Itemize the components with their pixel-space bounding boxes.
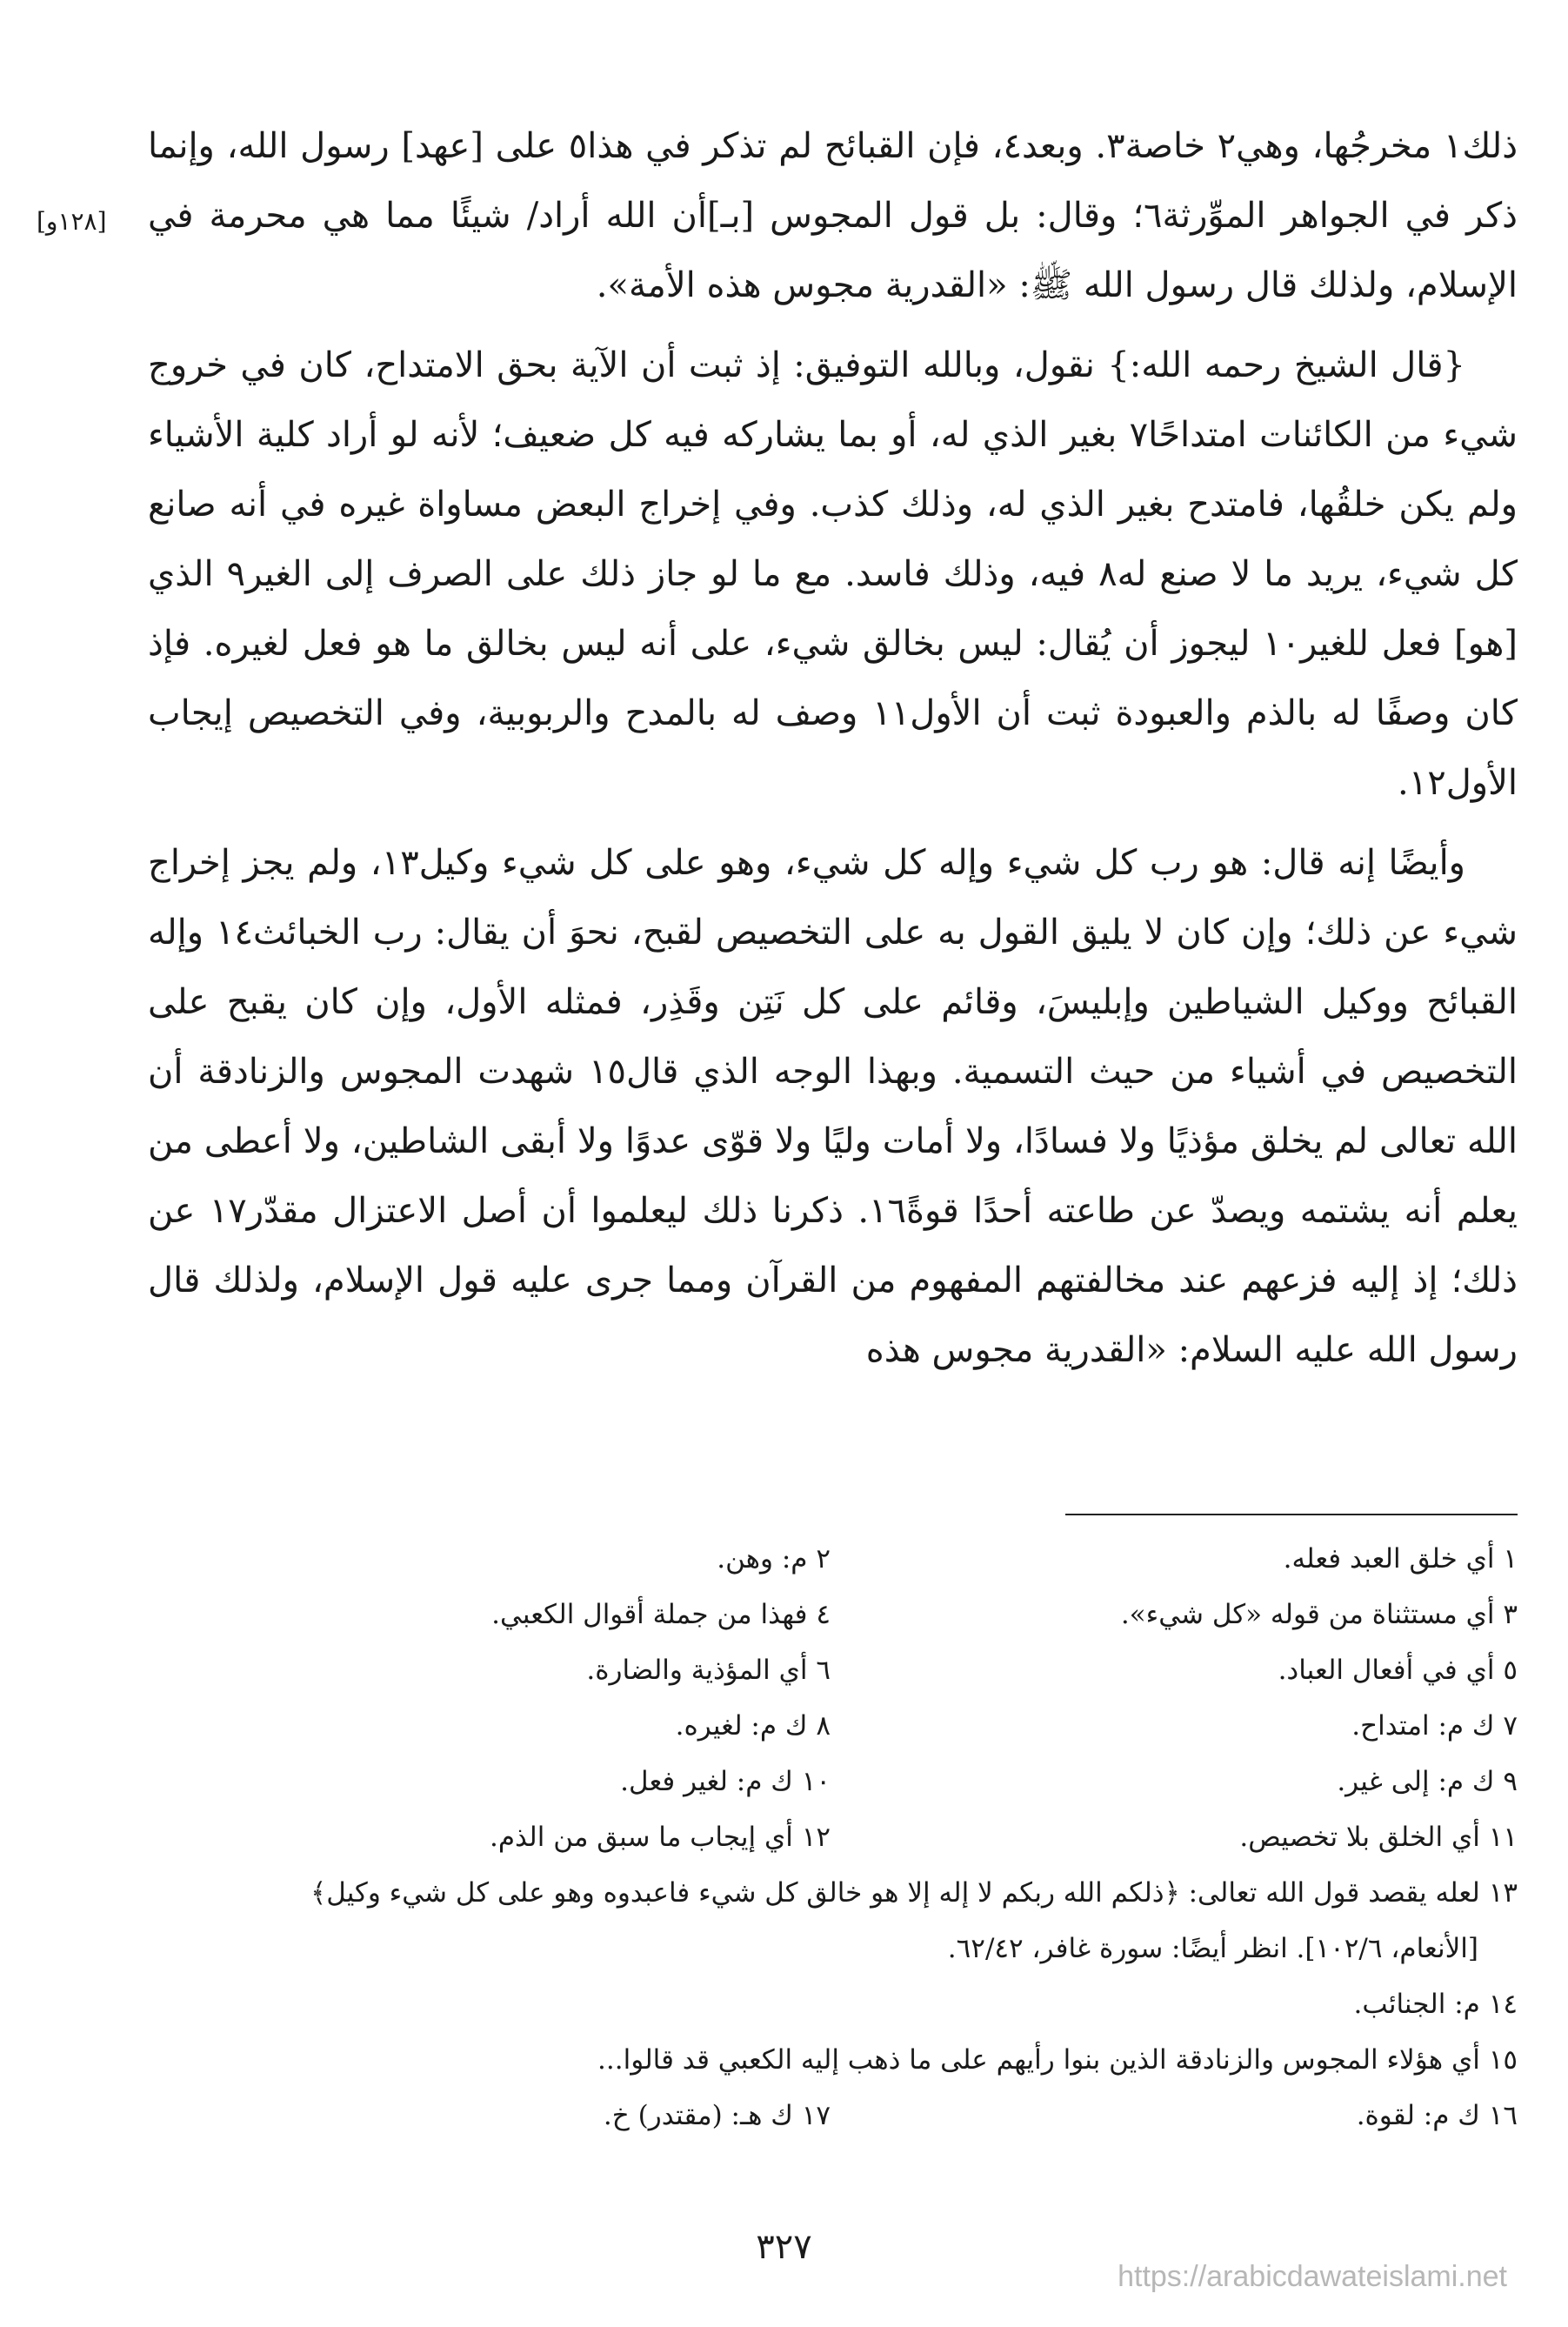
paragraph-2: {قال الشيخ رحمه الله:} نقول، وبالله التوفيق: إذ ثبت أن الآية بحق الامتداح، كان في خروج شيء من الكائنات امتداحًا٧ بغير الذي له، أو بما يشاركه فيه كل ضعيف؛ لأنه لو أراد كلية الأشياء ولم يكن خلقُها، فامتدح بغير الذي له، وذلك كذب. وفي إخراج البعض مساواة غيره في أنه صانع كل شيء، يريد ما لا صنع له٨ فيه، وذلك فاسد. مع ما لو جاز ذلك على الصرف إلى الغير٩ الذي [هو] فعل للغير١٠ ليجوز أن يُقال: ليس بخالق شيء، على أنه ليس بخالق ما هو فعل لغيره. فإذ كان وصفًا له بالذم والعبودة ثبت أن الأول١١ وصف له بالمدح والربوبية، وفي التخصيص إيجاب الأول١٢. xyxy=(148,345,1518,803)
footnote-10: ١٠ ك م: لغير فعل. xyxy=(620,1766,831,1797)
footnotes xyxy=(143,1531,1518,2143)
footnote-1: ١ أي خلق العبد فعله. xyxy=(1283,1543,1518,1575)
footnote-separator xyxy=(1065,1514,1518,1515)
footnote-row xyxy=(143,1587,1518,1642)
watermark-url: https://arabicdawateislami.net xyxy=(1118,2260,1507,2293)
footnote-4: ٤ فهذا من جملة أقوال الكعبي. xyxy=(491,1599,831,1630)
footnote-3: ٣ أي مستثناة من قوله «كل شيء». xyxy=(1120,1599,1518,1630)
footnote-8: ٨ ك م: لغيره. xyxy=(675,1710,831,1742)
manuscript-folio-marker: [١٢٨و] xyxy=(37,207,107,236)
footnote-14: ١٤ م: الجنائب. xyxy=(1353,1989,1518,2020)
footnote-6: ٦ أي المؤذية والضارة. xyxy=(586,1655,831,1686)
footnote-12: ١٢ أي إيجاب ما سبق من الذم. xyxy=(489,1822,831,1853)
footnote-16: ١٦ ك م: لقوة. xyxy=(1356,2100,1518,2131)
footnote-7: ٧ ك م: امتداح. xyxy=(1351,1710,1518,1742)
footnote-row xyxy=(143,1531,1518,1587)
footnote-row xyxy=(143,1698,1518,1754)
footnote-row xyxy=(143,1754,1518,1809)
footnote-13-continuation: [الأنعام، ١٠٢/٦]. انظر أيضًا: سورة غافر، ٦٢/٤٢. xyxy=(947,1933,1478,1964)
footnote-2: ٢ م: وهن. xyxy=(717,1543,831,1575)
paragraph-3: وأيضًا إنه قال: هو رب كل شيء وإله كل شيء، وهو على كل شيء وكيل١٣، ولم يجز إخراج شيء عن ذلك؛ وإن كان لا يليق القول به على التخصيص لقبح، نحوَ أن يقال: رب الخبائث١٤ وإله القبائح ووكيل الشياطين وإبليسَ، وقائم على كل نَتِن وقَذِر، فمثله الأول، وإن كان يقبح على التخصيص في أشياء من حيث التسمية. وبهذا الوجه الذي قال١٥ شهدت المجوس والزنادقة أن الله تعالى لم يخلق مؤذيًا ولا فسادًا، ولا أمات وليًا ولا قوّى عدوًا ولا أبقى الشاطين، ولا أعطى من يعلم أنه يشتمه ويصدّ عن طاعته أحدًا قوةً١٦. ذكرنا ذلك ليعلموا أن أصل الاعتزال مقدّر١٧ عن ذلك؛ إذ إليه فزعهم عند مخالفتهم المفهوم من القرآن ومما جرى عليه قول الإسلام، ولذلك قال رسول الله عليه السلام: «القدرية مجوس هذه xyxy=(148,843,1518,1370)
page-number: ٣٢٧ xyxy=(756,2227,812,2267)
footnote-row xyxy=(143,1809,1518,1865)
footnote-15: ١٥ أي هؤلاء المجوس والزنادقة الذين بنوا رأيهم على ما ذهب إليه الكعبي قد قالوا... xyxy=(597,2044,1518,2076)
footnote-9: ٩ ك م: إلى غير. xyxy=(1337,1766,1518,1797)
footnote-row xyxy=(143,2088,1518,2143)
main-text xyxy=(148,111,1518,1395)
footnote-row xyxy=(143,1642,1518,1698)
footnote-11: ١١ أي الخلق بلا تخصيص. xyxy=(1239,1822,1518,1853)
footnote-13: ١٣ لعله يقصد قول الله تعالى: ﴿ذلكم الله ربكم لا إله إلا هو خالق كل شيء فاعبدوه وهو على كل شيء وكيل﴾ xyxy=(310,1877,1518,1909)
footnote-5: ٥ أي في أفعال العباد. xyxy=(1278,1655,1518,1686)
footnote-17: ١٧ ك هـ: (مقتدر) خ. xyxy=(603,2100,831,2131)
paragraph-1: ذلك١ مخرجُها، وهي٢ خاصة٣. وبعد٤، فإن القبائح لم تذكر في هذا٥ على [عهد] رسول الله، وإنما ذكر في الجواهر الموِّرثة٦؛ وقال: بل قول المجوس [بـ]أن الله أراد/ شيئًا مما هي محرمة في الإسلام، ولذلك قال رسول الله ﷺ: «القدرية مجوس هذه الأمة». xyxy=(148,126,1518,305)
